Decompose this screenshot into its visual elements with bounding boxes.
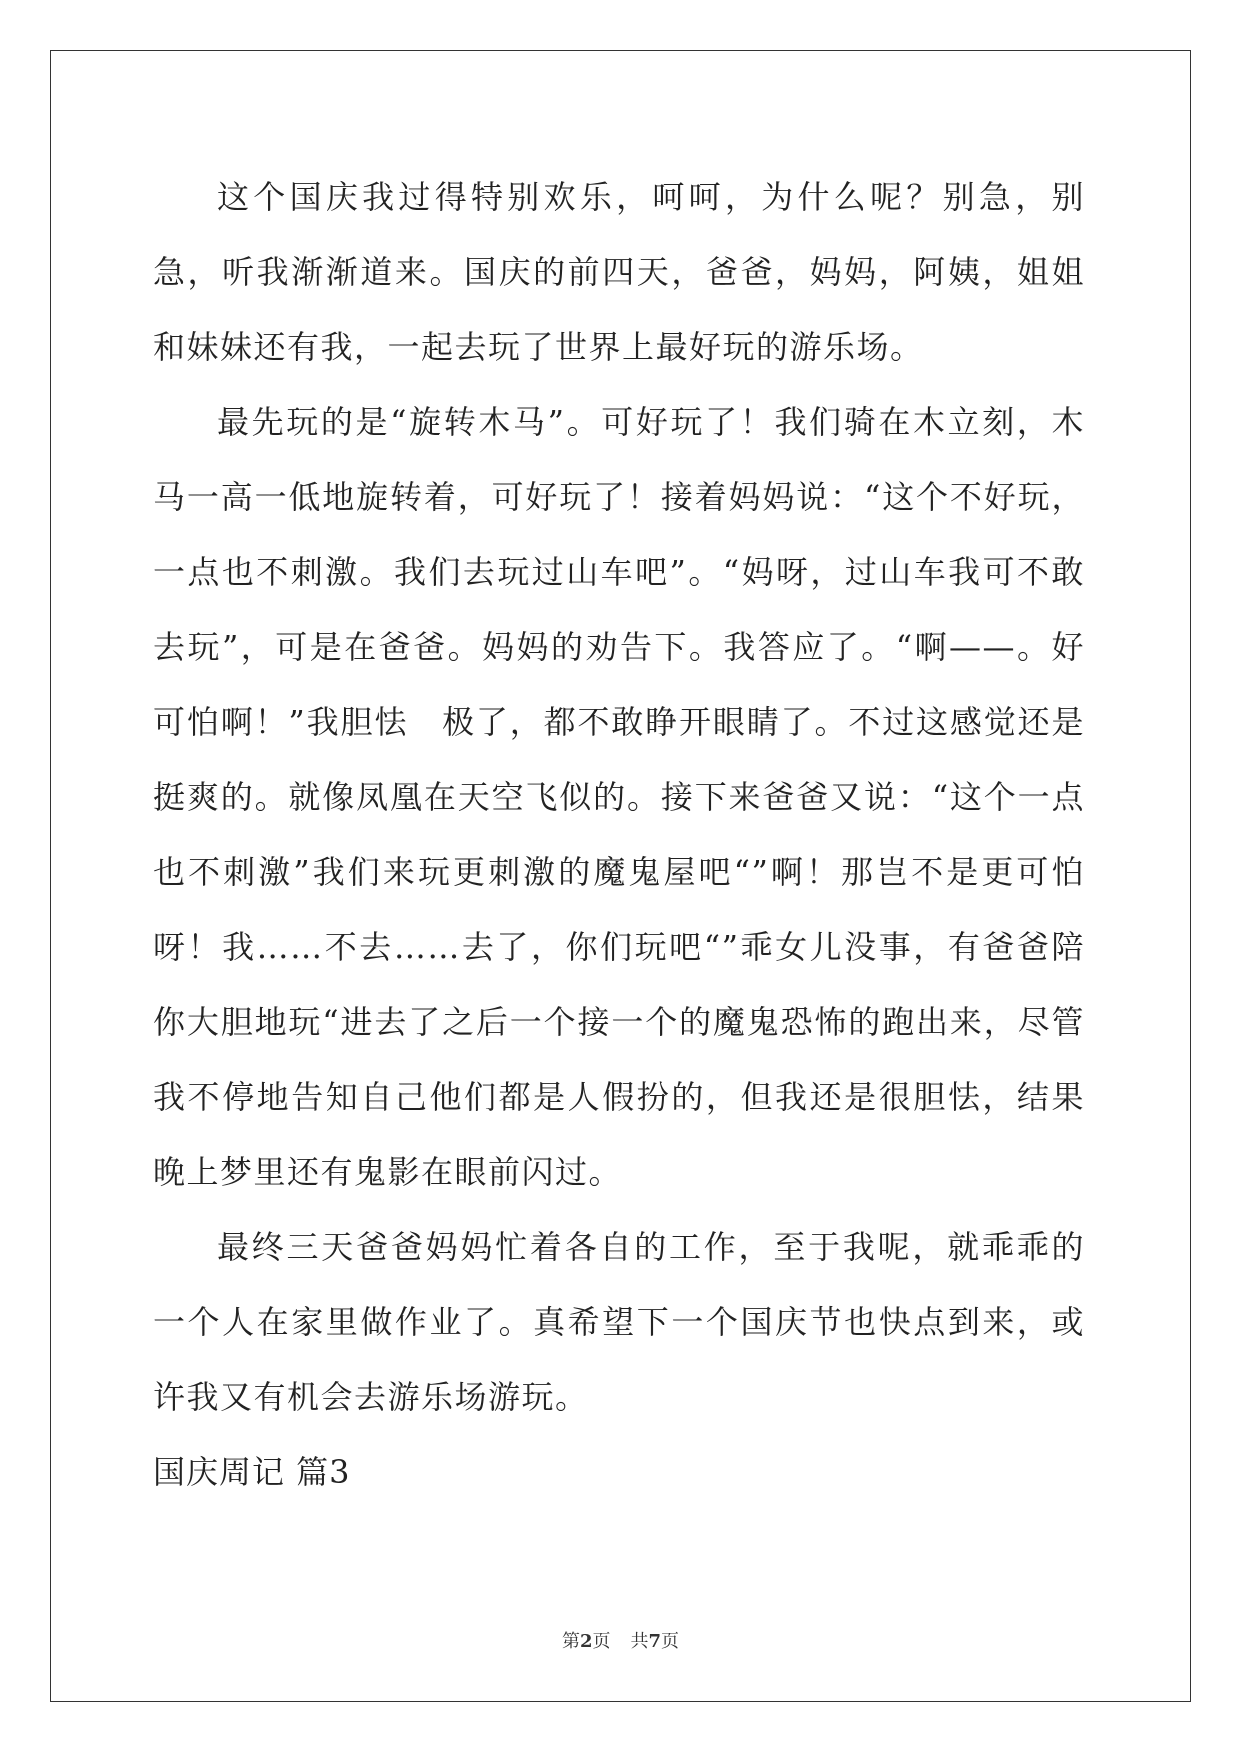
paragraph-1: 这个国庆我过得特别欢乐，呵呵，为什么呢？别急，别急，听我渐渐道来。国庆的前四天，爸爸，妈妈，阿姨，姐姐和妹妹还有我，一起去玩了世界上最好玩的游乐场。 [153, 178, 1085, 366]
document-body [153, 160, 1085, 1510]
paragraph-3: 最终三天爸爸妈妈忙着各自的工作，至于我呢，就乖乖的一个人在家里做作业了。真希望下一个国庆节也快点到来，或许我又有机会去游乐场游玩。 [153, 1228, 1085, 1416]
total-prefix: 共 [630, 1631, 649, 1652]
page-prefix: 第 [561, 1631, 580, 1652]
page-footer [0, 1627, 1241, 1653]
page-number: 2 [579, 1631, 593, 1652]
section-heading: 国庆周记 篇3 [153, 1453, 351, 1491]
page-suffix: 页 [592, 1631, 611, 1652]
total-pages: 7 [648, 1631, 662, 1652]
total-suffix: 页 [661, 1631, 680, 1652]
paragraph-2: 最先玩的是“旋转木马”。可好玩了！我们骑在木立刻，木马一高一低地旋转着，可好玩了！接着妈妈说：“这个不好玩，一点也不刺激。我们去玩过山车吧”。“妈呀，过山车我可不敢去玩”，可是在爸爸。妈妈的劝告下。我答应了。“啊——。好可怕啊！”我胆怯 极了，都不敢睁开眼睛了。不过这感觉还是挺爽的。就像凤凰在天空飞似的。接下来爸爸又说：“这个一点也不刺激”我们来玩更刺激的魔鬼屋吧“”啊！那岂不是更可怕呀！我……不去……去了，你们玩吧“”乖女儿没事，有爸爸陪你大胆地玩“进去了之后一个接一个的魔鬼恐怖的跑出来，尽管我不停地告知自己他们都是人假扮的，但我还是很胆怯，结果晚上梦里还有鬼影在眼前闪过。 [153, 403, 1085, 1191]
